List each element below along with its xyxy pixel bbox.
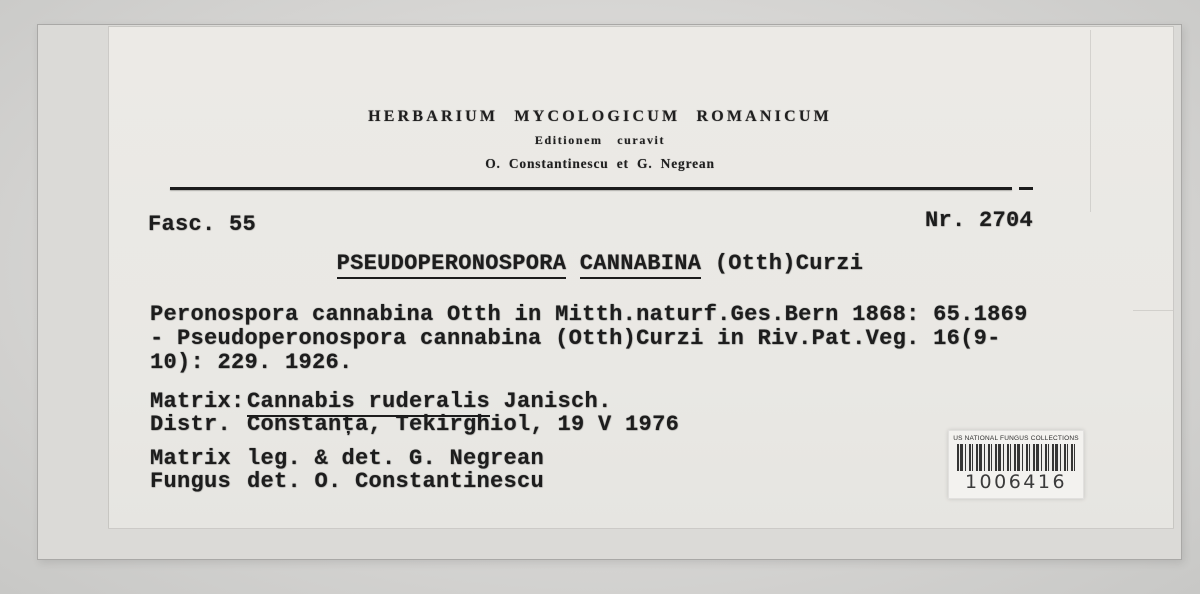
fungus-collector-label: Fungus (150, 469, 232, 494)
barcode-bars-image (957, 444, 1075, 471)
species-title (0, 251, 1200, 276)
distribution-value: Constanța, Tekirghiol, 19 V 1976 (247, 412, 680, 437)
genus-name: PSEUDOPERONOSPORA (337, 251, 567, 279)
specimen-number: Nr. 2704 (925, 208, 1034, 233)
species-epithet: CANNABINA (580, 251, 702, 279)
matrix-label: Matrix: (150, 389, 245, 414)
divider-rule-dash (1019, 187, 1033, 190)
herbarium-editors: O. Constantinescu et G. Negrean (485, 156, 715, 171)
divider-rule (170, 187, 1012, 190)
paper-crease-horizontal (1133, 310, 1173, 311)
matrix-collector-value: leg. & det. G. Negrean (247, 446, 545, 471)
distribution-row (150, 412, 679, 437)
herbarium-subtitle: Editionem curavit (534, 133, 666, 147)
barcode-sticker (948, 430, 1084, 499)
host-authority: Janisch. (490, 389, 612, 414)
synonymy-line-1: Peronospora cannabina Otth in Mitth.naturf.Ges.Bern 1868: 65.1869 (150, 302, 1028, 327)
fungus-collector-value: det. O. Constantinescu (247, 469, 545, 494)
barcode-caption: US NATIONAL FUNGUS COLLECTIONS (953, 435, 1079, 442)
matrix-collector-label: Matrix (150, 446, 232, 471)
synonymy-line-3: 10): 229. 1926. (150, 350, 353, 375)
fascicle-number: Fasc. 55 (148, 212, 257, 237)
herbarium-title: HERBARIUM MYCOLOGICUM ROMANICUM (368, 108, 832, 125)
fungus-collector-row (150, 469, 544, 494)
distribution-label: Distr. (150, 412, 232, 437)
host-name: Cannabis ruderalis (247, 389, 490, 417)
barcode-number: 1006416 (964, 471, 1068, 493)
species-authority: (Otth)Curzi (714, 251, 864, 276)
matrix-row (150, 389, 612, 414)
synonymy-line-2: - Pseudoperonospora cannabina (Otth)Curzi in Riv.Pat.Veg. 16(9- (150, 326, 1001, 351)
matrix-collector-row (150, 446, 544, 471)
